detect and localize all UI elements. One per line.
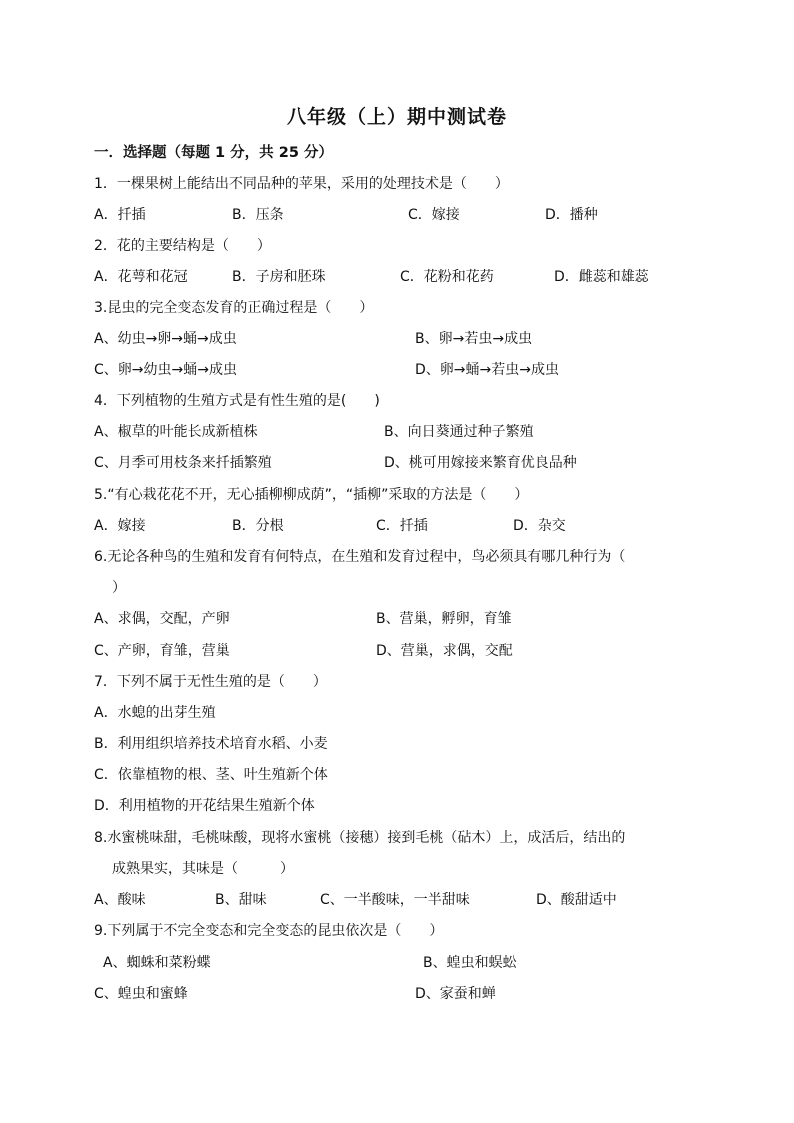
option-d: D、卵→蛹→若虫→成虫 bbox=[415, 362, 559, 378]
option-c: C、卵→幼虫→蛹→成虫 bbox=[94, 362, 237, 378]
question-stem-continuation: 成熟果实，其味是（ ） bbox=[112, 861, 294, 877]
option-a: A、酸味 bbox=[94, 892, 146, 908]
option-d: D．播种 bbox=[545, 207, 598, 223]
option-c: C．扦插 bbox=[376, 518, 428, 534]
option-b: B．分根 bbox=[232, 518, 284, 534]
option-c: C．依靠植物的根、茎、叶生殖新个体 bbox=[94, 767, 328, 783]
option-c: C、蝗虫和蜜蜂 bbox=[94, 986, 188, 1002]
question-stem: 6.无论各种鸟的生殖和发育有何特点，在生殖和发育过程中，鸟必须具有哪几种行为（ bbox=[94, 549, 626, 565]
question-stem: 3.昆虫的完全变态发育的正确过程是（ ） bbox=[94, 300, 374, 316]
question-stem: 1．一棵果树上能结出不同品种的苹果，采用的处理技术是（ ） bbox=[94, 176, 509, 192]
option-b: B、营巢，孵卵，育雏 bbox=[376, 611, 512, 627]
option-c: C．嫁接 bbox=[408, 207, 460, 223]
option-a: A．水螅的出芽生殖 bbox=[94, 705, 216, 721]
option-a: A．花萼和花冠 bbox=[94, 269, 188, 285]
question-stem: 2．花的主要结构是（ ） bbox=[94, 238, 271, 254]
option-d: D、桃可用嫁接来繁育优良品种 bbox=[384, 455, 577, 471]
option-b: B、向日葵通过种子繁殖 bbox=[384, 424, 534, 440]
question-stem: 7．下列不属于无性生殖的是（ ） bbox=[94, 674, 327, 690]
option-c: C、一半酸味，一半甜味 bbox=[320, 892, 470, 908]
question-stem: 9.下列属于不完全变态和完全变态的昆虫依次是（ ） bbox=[94, 923, 444, 939]
option-b: B、甜味 bbox=[215, 892, 267, 908]
option-a: A．扦插 bbox=[94, 207, 146, 223]
option-c: C．花粉和花药 bbox=[400, 269, 494, 285]
option-a: A、求偶，交配，产卵 bbox=[94, 611, 230, 627]
option-b: B．压条 bbox=[232, 207, 284, 223]
option-d: D．利用植物的开花结果生殖新个体 bbox=[94, 798, 315, 814]
option-c: C、产卵，育雏，营巢 bbox=[94, 643, 230, 659]
option-d: D、营巢，求偶，交配 bbox=[376, 643, 513, 659]
page-title: 八年级（上）期中测试卷 bbox=[286, 106, 507, 128]
section-heading: 一．选择题（每题 1 分，共 25 分） bbox=[94, 145, 333, 161]
question-stem: 4．下列植物的生殖方式是有性生殖的是( ) bbox=[94, 393, 380, 409]
option-b: B、蝗虫和蜈蚣 bbox=[423, 955, 517, 971]
question-stem-continuation: ） bbox=[112, 580, 126, 596]
option-d: D、家蚕和蝉 bbox=[415, 986, 496, 1002]
option-d: D．雌蕊和雄蕊 bbox=[554, 269, 649, 285]
option-d: D、酸甜适中 bbox=[536, 892, 617, 908]
option-a: A、幼虫→卵→蛹→成虫 bbox=[94, 331, 237, 347]
question-stem: 5.“有心栽花花不开，无心插柳柳成荫”，“插柳”采取的方法是（ ） bbox=[94, 487, 529, 503]
option-b: B．子房和胚珠 bbox=[232, 269, 326, 285]
option-a: A、蜘蛛和菜粉蝶 bbox=[103, 955, 211, 971]
option-a: A．嫁接 bbox=[94, 518, 146, 534]
option-c: C、月季可用枝条来扦插繁殖 bbox=[94, 455, 272, 471]
option-b: B、卵→若虫→成虫 bbox=[415, 331, 533, 347]
question-stem: 8.水蜜桃味甜，毛桃味酸，现将水蜜桃（接穗）接到毛桃（砧木）上，成活后，结出的 bbox=[94, 830, 626, 846]
option-b: B．利用组织培养技术培育水稻、小麦 bbox=[94, 736, 328, 752]
option-a: A、椒草的叶能长成新植株 bbox=[94, 424, 258, 440]
option-d: D．杂交 bbox=[513, 518, 566, 534]
